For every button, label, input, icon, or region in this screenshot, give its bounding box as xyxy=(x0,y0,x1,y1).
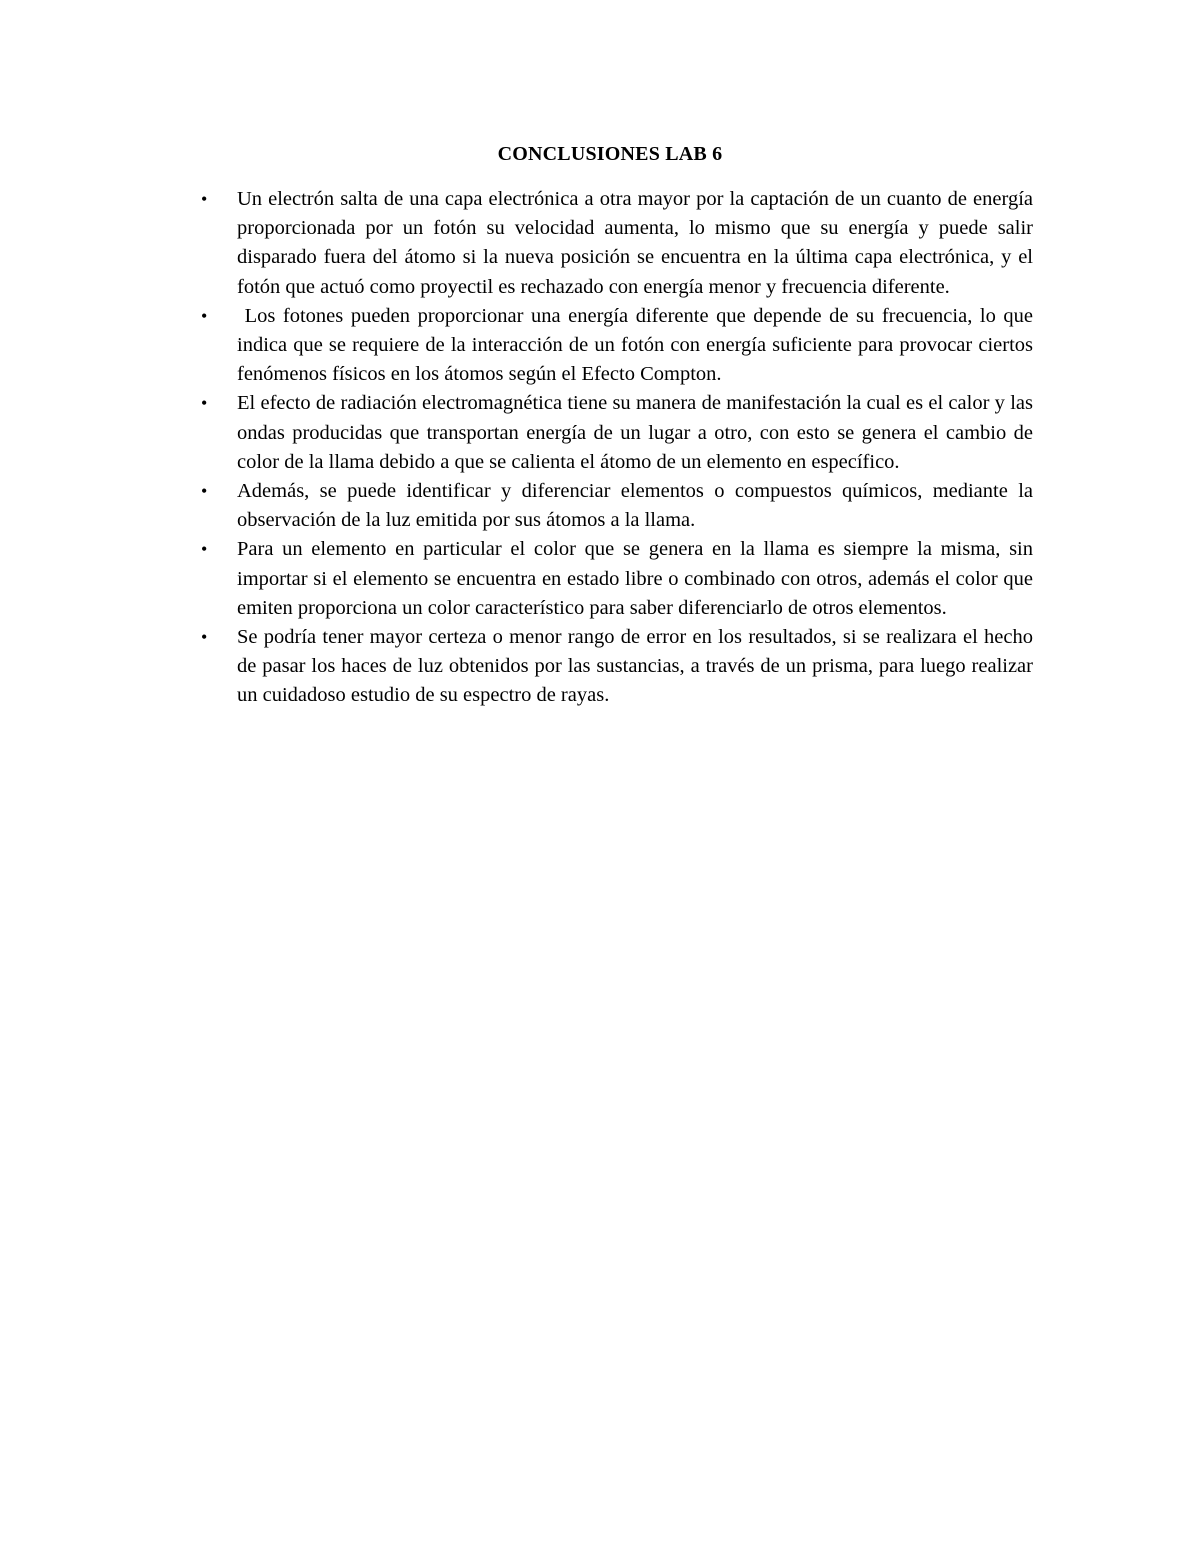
list-item-text: Un electrón salta de una capa electrónica a otra mayor por la captación de un cuanto de energía proporcionada por un fotón su velocidad aumenta, lo mismo que su energía y puede salir disparado fuera del átomo si la nueva posición se encuentra en la última capa electrónica, y el fotón que actuó como proyectil es rechazado con energía menor y frecuencia diferente. xyxy=(237,188,1033,298)
bullet-icon: • xyxy=(201,393,208,414)
list-item-text: Para un elemento en particular el color que se genera en la llama es siempre la misma, sin importar si el elemento se encuentra en estado libre o combinado con otros, además el color que emiten proporciona un color característico para saber diferenciarlo de otros elementos. xyxy=(237,538,1033,619)
bullet-icon: • xyxy=(201,189,208,209)
list-item xyxy=(201,389,1033,477)
bullet-icon: • xyxy=(201,627,208,648)
list-item-text: Además, se puede identificar y diferenciar elementos o compuestos químicos, mediante la observación de la luz emitida por sus átomos a la llama. xyxy=(237,480,1033,532)
list-item-text: Los fotones pueden proporcionar una energía diferente que depende de su frecuencia, lo que indica que se requiere de la interacción de un fotón con energía suficiente para provocar ciertos fenómenos físicos en los átomos según el Efecto Compton. xyxy=(237,304,1039,386)
list-item-text: Se podría tener mayor certeza o menor rango de error en los resultados, si se realizara el hecho de pasar los haces de luz obtenidos por las sustancias, a través de un prisma, para luego realizar un cuidadoso estudio de su espectro de rayas. xyxy=(237,626,1033,707)
list-item xyxy=(201,623,1033,711)
bullet-icon: • xyxy=(201,481,208,502)
list-item xyxy=(201,477,1033,535)
bullet-icon: • xyxy=(201,539,208,560)
list-item xyxy=(201,185,1033,302)
list-item xyxy=(201,302,1039,390)
conclusions-list xyxy=(201,185,1039,711)
document-title: CONCLUSIONES LAB 6 xyxy=(497,143,723,165)
list-item-text: El efecto de radiación electromagnética tiene su manera de manifestación la cual es el calor y las ondas producidas que transportan energía de un lugar a otro, con esto se genera el cambio de color de la llama debido a que se calienta el átomo de un elemento en específico. xyxy=(237,392,1033,473)
bullet-icon: • xyxy=(201,305,208,326)
list-item xyxy=(201,535,1033,623)
